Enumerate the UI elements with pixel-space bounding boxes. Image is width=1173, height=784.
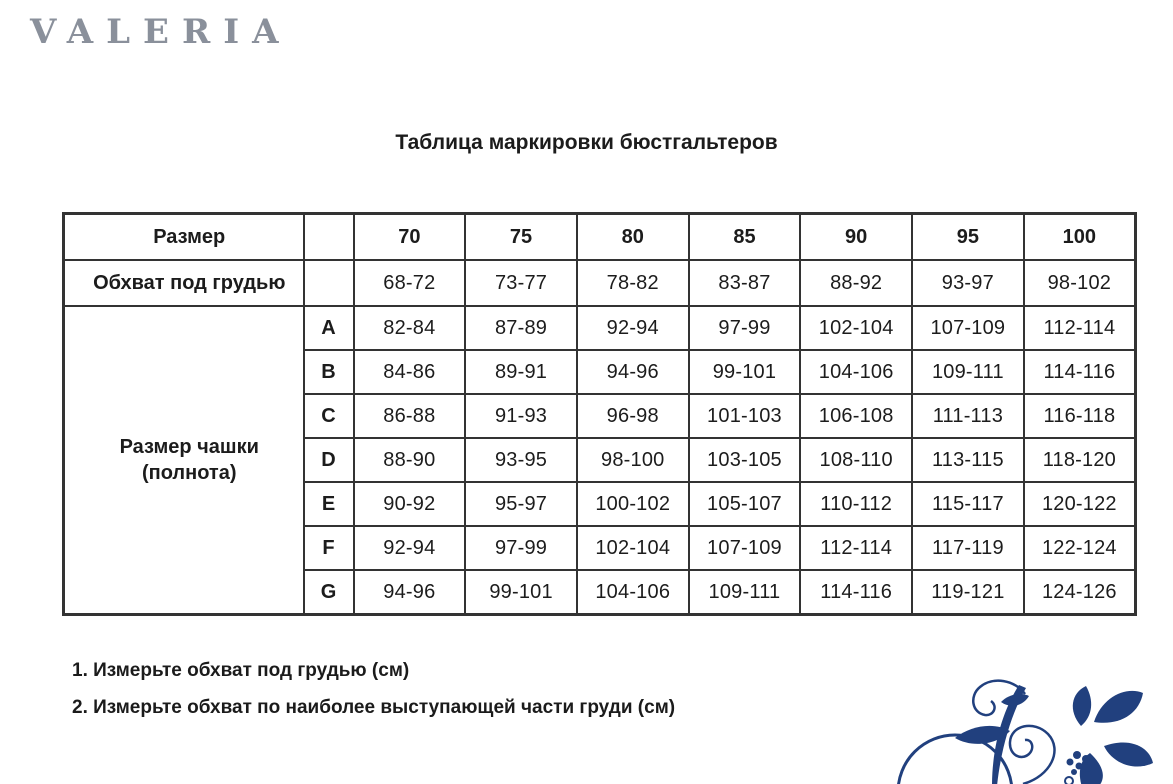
bra-size-table <box>62 212 1137 616</box>
underbust-value-cell: 68-72 <box>354 260 466 306</box>
size-label-cell: Размер <box>64 214 304 261</box>
cup-value-cell: 89-91 <box>465 350 577 394</box>
table-row-sizes <box>64 214 1136 261</box>
cup-value-cell: 97-99 <box>689 306 801 350</box>
size-header-cell: 100 <box>1024 214 1136 261</box>
underbust-value-cell: 78-82 <box>577 260 689 306</box>
table-row-cup-A <box>64 306 1136 350</box>
underbust-value-cell: 73-77 <box>465 260 577 306</box>
cup-value-cell: 116-118 <box>1024 394 1136 438</box>
bra-size-table-body <box>64 214 1136 615</box>
cup-size-label-line2: (полнота) <box>141 462 237 484</box>
cup-value-cell: 105-107 <box>689 482 801 526</box>
size-header-cell: 85 <box>689 214 801 261</box>
cup-value-cell: 114-116 <box>800 570 912 615</box>
cup-value-cell: 90-92 <box>354 482 466 526</box>
size-spacer-cell <box>304 214 354 261</box>
cup-value-cell: 99-101 <box>465 570 577 615</box>
cup-value-cell: 86-88 <box>354 394 466 438</box>
cup-value-cell: 88-90 <box>354 438 466 482</box>
cup-value-cell: 95-97 <box>465 482 577 526</box>
size-header-cell: 90 <box>800 214 912 261</box>
cup-value-cell: 101-103 <box>689 394 801 438</box>
cup-value-cell: 114-116 <box>1024 350 1136 394</box>
cup-value-cell: 113-115 <box>912 438 1024 482</box>
size-header-cell: 70 <box>354 214 466 261</box>
cup-letter-cell: A <box>304 306 354 350</box>
cup-value-cell: 102-104 <box>577 526 689 570</box>
floral-ornament-icon <box>873 654 1173 784</box>
table-row-underbust <box>64 260 1136 306</box>
cup-value-cell: 102-104 <box>800 306 912 350</box>
cup-value-cell: 92-94 <box>577 306 689 350</box>
cup-size-label-cell <box>64 306 304 615</box>
cup-value-cell: 124-126 <box>1024 570 1136 615</box>
underbust-value-cell: 88-92 <box>800 260 912 306</box>
cup-value-cell: 107-109 <box>689 526 801 570</box>
cup-letter-cell: G <box>304 570 354 615</box>
cup-value-cell: 91-93 <box>465 394 577 438</box>
cup-value-cell: 112-114 <box>1024 306 1136 350</box>
cup-value-cell: 115-117 <box>912 482 1024 526</box>
measurement-instructions <box>72 660 675 734</box>
instruction-1: 1. Измерьте обхват под грудью (см) <box>72 660 410 681</box>
cup-value-cell: 106-108 <box>800 394 912 438</box>
cup-size-label-line1: Размер чашки <box>119 436 259 458</box>
cup-value-cell: 100-102 <box>577 482 689 526</box>
underbust-value-cell: 98-102 <box>1024 260 1136 306</box>
cup-value-cell: 82-84 <box>354 306 466 350</box>
brand-logo: VALERIA <box>30 12 292 52</box>
cup-letter-cell: C <box>304 394 354 438</box>
page-title: Таблица маркировки бюстгальтеров <box>395 131 778 154</box>
cup-value-cell: 93-95 <box>465 438 577 482</box>
size-header-cell: 80 <box>577 214 689 261</box>
cup-value-cell: 96-98 <box>577 394 689 438</box>
cup-value-cell: 92-94 <box>354 526 466 570</box>
size-header-cell: 75 <box>465 214 577 261</box>
cup-value-cell: 118-120 <box>1024 438 1136 482</box>
underbust-value-cell: 83-87 <box>689 260 801 306</box>
cup-value-cell: 108-110 <box>800 438 912 482</box>
cup-letter-cell: E <box>304 482 354 526</box>
cup-value-cell: 94-96 <box>577 350 689 394</box>
cup-value-cell: 94-96 <box>354 570 466 615</box>
cup-value-cell: 84-86 <box>354 350 466 394</box>
cup-value-cell: 109-111 <box>689 570 801 615</box>
cup-value-cell: 117-119 <box>912 526 1024 570</box>
cup-letter-cell: F <box>304 526 354 570</box>
instruction-2: 2. Измерьте обхват по наиболее выступающей части груди (см) <box>72 697 676 718</box>
cup-value-cell: 104-106 <box>800 350 912 394</box>
cup-value-cell: 119-121 <box>912 570 1024 615</box>
cup-value-cell: 110-112 <box>800 482 912 526</box>
cup-value-cell: 104-106 <box>577 570 689 615</box>
cup-value-cell: 107-109 <box>912 306 1024 350</box>
cup-value-cell: 97-99 <box>465 526 577 570</box>
cup-value-cell: 109-111 <box>912 350 1024 394</box>
cup-value-cell: 122-124 <box>1024 526 1136 570</box>
cup-letter-cell: B <box>304 350 354 394</box>
cup-value-cell: 112-114 <box>800 526 912 570</box>
cup-letter-cell: D <box>304 438 354 482</box>
cup-value-cell: 87-89 <box>465 306 577 350</box>
size-header-cell: 95 <box>912 214 1024 261</box>
cup-value-cell: 99-101 <box>689 350 801 394</box>
cup-value-cell: 98-100 <box>577 438 689 482</box>
cup-value-cell: 111-113 <box>912 394 1024 438</box>
underbust-value-cell: 93-97 <box>912 260 1024 306</box>
underbust-label-cell: Обхват под грудью <box>64 260 304 306</box>
cup-value-cell: 120-122 <box>1024 482 1136 526</box>
cup-value-cell: 103-105 <box>689 438 801 482</box>
underbust-spacer-cell <box>304 260 354 306</box>
